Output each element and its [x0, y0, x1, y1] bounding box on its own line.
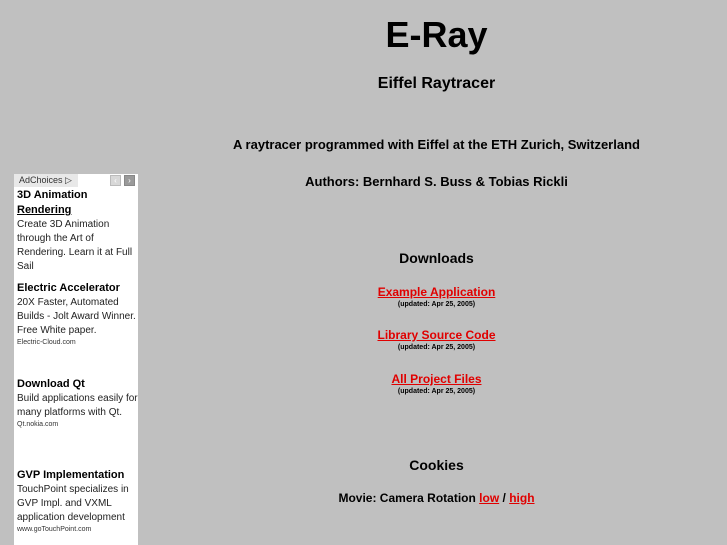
ad-title-line2: Rendering — [17, 204, 72, 216]
project-description: A raytracer programmed with Eiffel at the ETH Zurich, Switzerland — [233, 137, 640, 152]
ad-item[interactable] — [17, 468, 138, 535]
ad-title[interactable]: Download Qt — [17, 378, 85, 390]
ad-title[interactable]: GVP Implementation — [17, 469, 125, 481]
downloads-heading: Downloads — [399, 250, 474, 266]
ad-item[interactable] — [17, 281, 138, 348]
ad-url[interactable]: Electric-Cloud.com — [17, 339, 76, 346]
ad-title[interactable]: Electric Accelerator — [17, 282, 120, 294]
chevron-left-icon: ‹ — [114, 176, 117, 185]
chevron-right-icon: › — [128, 176, 131, 185]
ad-item[interactable] — [17, 188, 138, 274]
ad-header — [14, 174, 138, 187]
movie-label: Movie: Camera Rotation — [338, 491, 476, 505]
library-source-code-link[interactable]: Library Source Code — [377, 328, 496, 342]
ad-text: Create 3D Animation through the Art of Rendering. Learn it at Full Sail — [17, 219, 133, 272]
cookies-heading: Cookies — [409, 457, 464, 473]
ad-text: Build applications easily for many platforms with Qt. — [17, 393, 138, 418]
ad-url[interactable]: www.goTouchPoint.com — [17, 526, 92, 533]
movie-camera-rotation — [146, 491, 727, 505]
ad-panel — [14, 174, 138, 545]
ad-text: TouchPoint specializes in GVP Impl. and VXML application development — [17, 484, 129, 523]
ad-title[interactable] — [17, 188, 138, 218]
ad-title-line1: 3D Animation — [17, 189, 88, 201]
updated-date: (updated: Apr 25, 2005) — [397, 301, 476, 308]
adchoices-icon: ▷ — [65, 175, 72, 185]
example-application-link[interactable]: Example Application — [377, 285, 496, 299]
ad-item[interactable] — [17, 377, 138, 430]
adchoices-badge[interactable] — [14, 174, 78, 187]
download-all-project-files — [146, 372, 727, 395]
ad-next-button[interactable] — [124, 175, 135, 186]
ad-text: 20X Faster, Automated Builds - Jolt Award Winner. Free White paper. — [17, 297, 136, 336]
movie-separator: / — [502, 491, 506, 505]
download-example-application — [146, 285, 727, 308]
page-subtitle: Eiffel Raytracer — [377, 75, 496, 92]
movie-low-link[interactable]: low — [479, 491, 500, 505]
movie-high-link[interactable]: high — [509, 491, 535, 505]
updated-date: (updated: Apr 25, 2005) — [397, 344, 476, 351]
all-project-files-link[interactable]: All Project Files — [391, 372, 482, 386]
download-library-source-code — [146, 328, 727, 351]
page-title: E-Ray — [385, 14, 488, 55]
authors-line: Authors: Bernhard S. Buss & Tobias Rickli — [305, 174, 568, 189]
updated-date: (updated: Apr 25, 2005) — [397, 388, 476, 395]
adchoices-label: AdChoices — [19, 175, 63, 185]
ad-prev-button[interactable] — [110, 175, 121, 186]
ad-url[interactable]: Qt.nokia.com — [17, 421, 59, 428]
